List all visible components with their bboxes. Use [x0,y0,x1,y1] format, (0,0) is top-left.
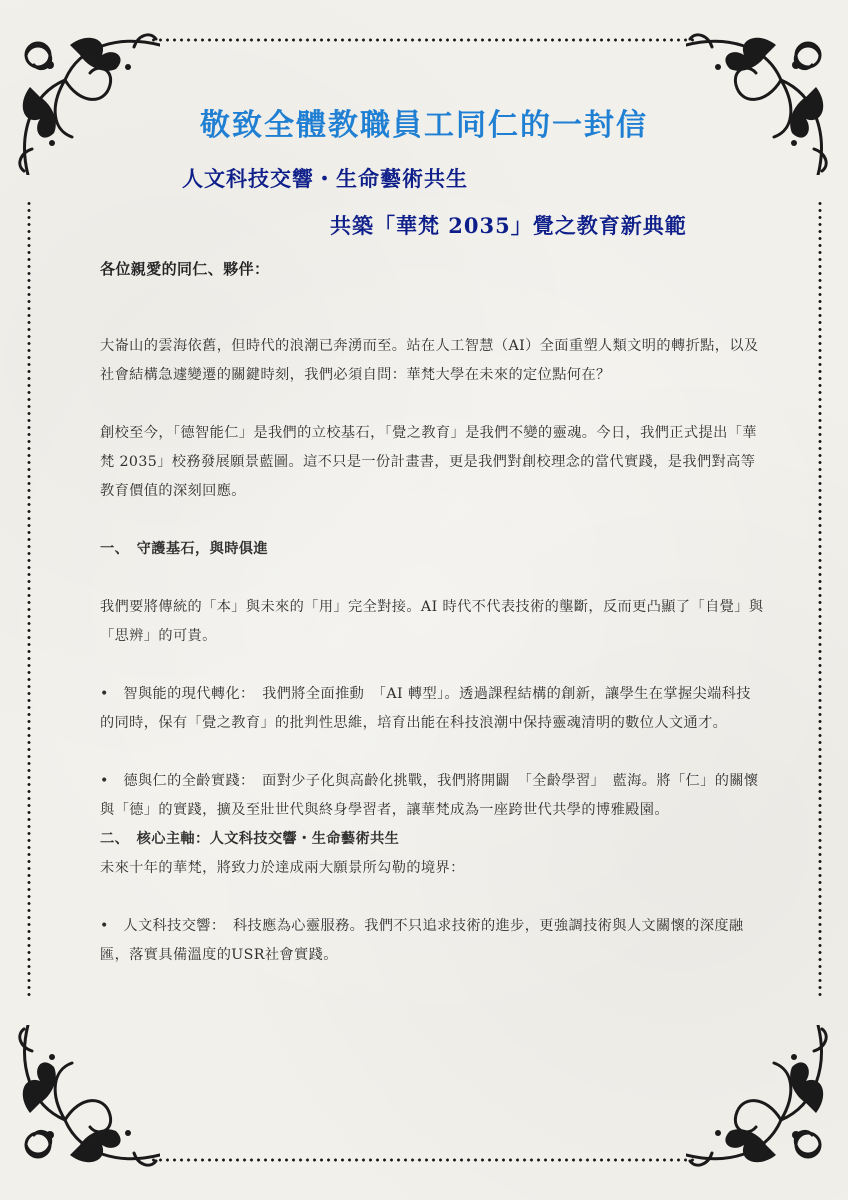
letter-title: 敬致全體教職員工同仁的一封信 [200,108,648,143]
letter-subtitle-1: 人文科技交響・生命藝術共生 [182,166,468,191]
bullet-item: • 人文科技交響： 科技應為心靈服務。我們不只追求技術的進步，更強調技術與人文關懷的深度融匯，落實具備溫度的USR社會實踐。 [100,918,744,963]
border-left [27,200,31,1000]
section-intro: 未來十年的華梵，將致力於達成兩大願景所勾勒的境界： [100,860,465,876]
section-intro: 我們要將傳統的「本」與未來的「用」完全對接。AI 時代不代表技術的壟斷，反而更凸顯了「自覺」與「思辨」的可貴。 [100,599,764,644]
paragraph: 大崙山的雲海依舊，但時代的浪潮已奔湧而至。站在人工智慧（AI）全面重塑人類文明的轉折點，以及社會結構急遽變遷的關鍵時刻，我們必須自問：華梵大學在未來的定位點何在？ [100,338,759,383]
border-bottom [150,1158,698,1162]
salutation: 各位親愛的同仁、夥伴： [100,260,270,278]
bullet-item: • 智與能的現代轉化： 我們將全面推動 「AI 轉型」。透過課程結構的創新，讓學生在掌握尖端科技的同時，保有「覺之教育」的批判性思維，培育出能在科技浪潮中保持靈魂清明的數位人文通才。 [100,686,751,731]
bullet-item: • 德與仁的全齡實踐： 面對少子化與高齡化挑戰，我們將開闢 「全齡學習」 藍海。將「仁」的關懷與「德」的實踐，擴及至壯世代與終身學習者，讓華梵成為一座跨世代共學的博雅殿園。 [100,773,759,818]
letter-body [100,255,765,970]
paragraph: 創校至今，「德智能仁」是我們的立校基石，「覺之教育」是我們不變的靈魂。今日，我們正式提出「華梵 2035」校務發展願景藍圖。這不只是一份計畫書，更是我們對創校理念的當代實踐，是我們對高等教育價值的深刻回應。 [100,425,757,499]
letter-subtitle-2: 共築「華梵 2035」覺之教育新典範 [330,213,687,238]
section-heading: 二、 核心主軸：人文科技交響・生命藝術共生 [100,831,400,847]
corner-ornament-icon [10,1025,160,1175]
border-right [818,200,822,1000]
corner-ornament-icon [686,1025,836,1175]
section-heading: 一、 守護基石，與時俱進 [100,541,268,557]
border-top [150,38,698,42]
